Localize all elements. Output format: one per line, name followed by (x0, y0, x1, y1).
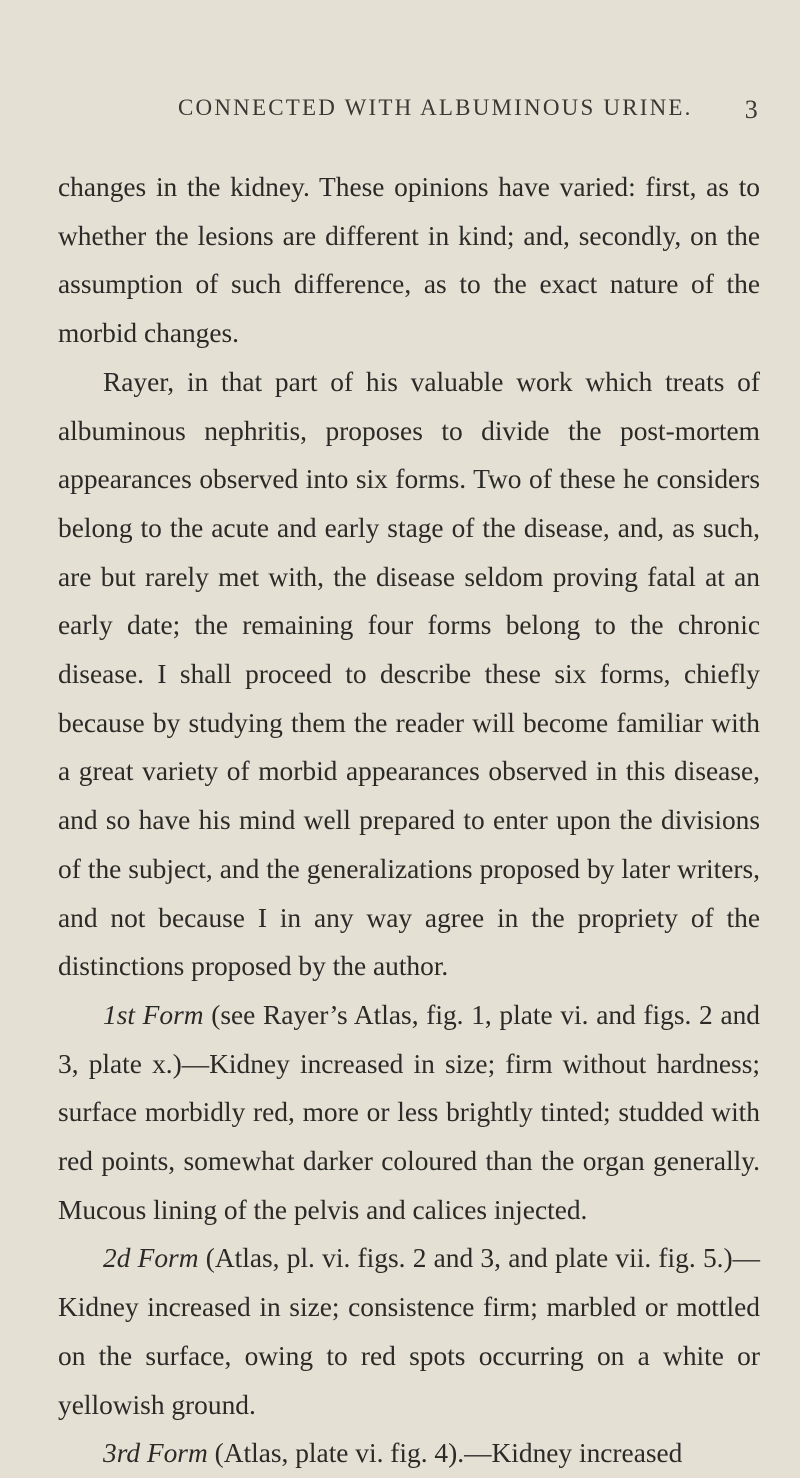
form-heading-1: 1st Form (103, 999, 204, 1030)
paragraph-2 (58, 358, 760, 991)
form-heading-2: 2d Form (103, 1243, 199, 1274)
paragraph-second-form (58, 1234, 760, 1429)
running-head-title: CONNECTED WITH ALBUMINOUS URINE. (178, 95, 693, 120)
page-number: 3 (744, 95, 760, 124)
paragraph-first-form-text: (see Rayer’s Atlas, fig. 1, plate vi. and figs. 2 and 3, plate x.)—Kidney increased in size; firm without hardness; surface morbidly red, more or less brightly tinted; studded with red points, somewhat darker coloured than the organ generally. Mucous lining of the pelvis and calices injected. (58, 999, 760, 1225)
paragraph-first-form (58, 991, 760, 1235)
paragraph-second-form-text: (Atlas, pl. vi. figs. 2 and 3, and plate vii. fig. 5.)—Kidney increased in size; consistence firm; marbled or mottled on the surface, owing to red spots occurring on a white or yellowish ground. (58, 1243, 760, 1420)
paragraph-1 (58, 163, 760, 358)
paragraph-third-form (58, 1429, 760, 1478)
paragraph-third-form-text: (Atlas, plate vi. fig. 4).—Kidney increased (207, 1438, 683, 1469)
running-head (58, 95, 760, 139)
paragraph-2-text: Rayer, in that part of his valuable work which treats of albuminous nephritis, proposes to divide the post-mortem appearances observed into six forms. Two of these he considers belong to the acute and early stage of the disease, and, as such, are but rarely met with, the disease seldom proving fatal at an early date; the remaining four forms belong to the chronic disease. I shall proceed to describe these six forms, chiefly because by studying them the reader will become familiar with a great variety of morbid appearances observed in this disease, and so have his mind well prepared to enter upon the divisions of the subject, and the generalizations proposed by later writers, and not because I in any way agree in the propriety of the distinctions proposed by the author. (58, 366, 760, 982)
body-text (58, 163, 760, 1478)
form-heading-3: 3rd Form (103, 1438, 208, 1469)
paragraph-1-text: changes in the kidney. These opinions have varied: first, as to whether the lesions are different in kind; and, secondly, on the assumption of such difference, as to the exact nature of the morbid changes. (58, 172, 760, 349)
